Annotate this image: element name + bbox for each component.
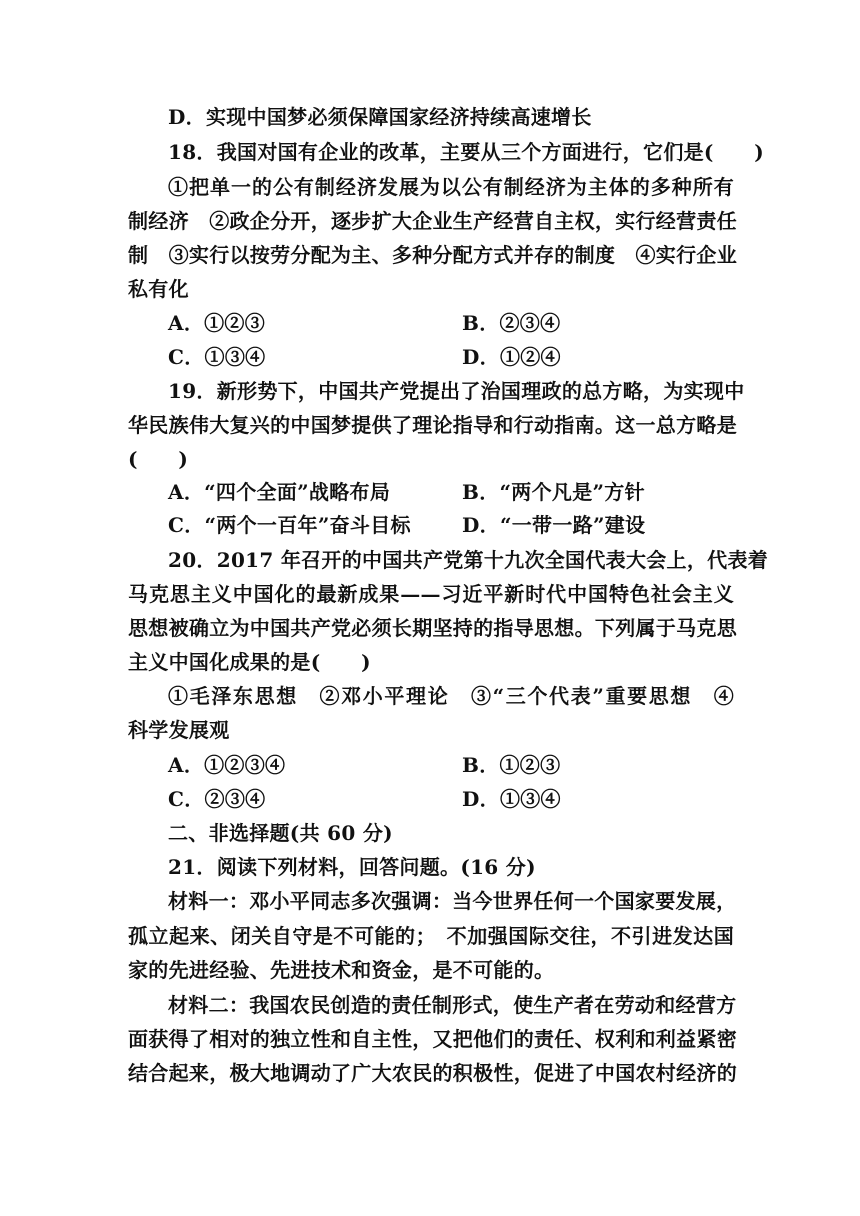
q20-option-b: B．①②③ (462, 753, 561, 777)
q21-stem: 21．阅读下列材料，回答问题。(16 分) (168, 855, 536, 879)
q21-material-1-line-2: 孤立起来、闭关自守是不可能的； 不加强国际交往，不引进发达国 (128, 924, 734, 948)
q20-option-a: A．①②③④ (168, 753, 286, 777)
material-2-label: 材料二： (168, 993, 250, 1017)
q20-line-4: 主义中国化成果的是( ) (128, 650, 371, 674)
material-1-text: 邓小平同志多次强调：当今世界任何一个国家要发展， (249, 889, 737, 913)
q18-line-2: 制经济 ②政企分开，逐步扩大企业生产经营自主权，实行经营责任 (128, 209, 737, 233)
q20-line-3: 思想被确立为中国共产党必须长期坚持的指导思想。下列属于马克思 (128, 616, 737, 640)
q18-option-b: B．②③④ (462, 311, 561, 335)
q19-option-a: A．“四个全面”战略布局 (168, 480, 391, 504)
q18-option-c: C．①③④ (168, 345, 266, 369)
q19-option-d: D．“一带一路”建设 (462, 513, 646, 537)
q18-line-4: 私有化 (128, 277, 189, 301)
material-1-label: 材料一： (168, 889, 250, 913)
q18-stem: 18．我国对国有企业的改革，主要从三个方面进行，它们是( ) (168, 140, 765, 164)
q20-line-2: 马克思主义中国化的最新成果——习近平新时代中国特色社会主义 (128, 582, 734, 606)
q21-material-2-line-3: 结合起来，极大地调动了广大农民的积极性，促进了中国农村经济的 (128, 1061, 737, 1085)
q18-line-3: 制 ③实行以按劳分配为主、多种分配方式并存的制度 ④实行企业 (128, 243, 737, 267)
q21-material-2-line-2: 面获得了相对的独立性和自主性，又把他们的责任、权利和利益紧密 (128, 1027, 737, 1051)
q20-option-d: D．①③④ (462, 787, 561, 811)
q18-option-a: A．①②③ (168, 311, 266, 335)
q20-line-1: 20．2017 年召开的中国共产党第十九次全国代表大会上，代表着 (168, 548, 769, 572)
q20-items-2: 科学发展观 (128, 718, 230, 742)
q19-option-c: C．“两个一百年”奋斗目标 (168, 513, 411, 537)
q19-option-b: B．“两个凡是”方针 (462, 480, 645, 504)
q18-option-d: D．①②④ (462, 345, 561, 369)
q19-line-1: 19．新形势下，中国共产党提出了治国理政的总方略，为实现中 (168, 379, 745, 403)
material-2-text: 我国农民创造的责任制形式，使生产者在劳动和经营方 (249, 993, 737, 1017)
q21-material-2-line-1 (168, 990, 737, 1020)
section-2-title: 二、非选择题(共 60 分) (168, 821, 393, 845)
q19-line-3: ( ) (128, 447, 189, 471)
q18-line-1: ①把单一的公有制经济发展为以公有制经济为主体的多种所有 (168, 175, 734, 199)
q19-line-2: 华民族伟大复兴的中国梦提供了理论指导和行动指南。这一总方略是 (128, 413, 737, 437)
q21-material-1-line-1 (168, 886, 737, 916)
q21-material-1-line-3: 家的先进经验、先进技术和资金，是不可能的。 (128, 958, 555, 982)
q17-option-d: D．实现中国梦必须保障国家经济持续高速增长 (168, 105, 592, 129)
q20-option-c: C．②③④ (168, 787, 266, 811)
q20-items-1: ①毛泽东思想 ②邓小平理论 ③“三个代表”重要思想 ④ (168, 684, 734, 708)
